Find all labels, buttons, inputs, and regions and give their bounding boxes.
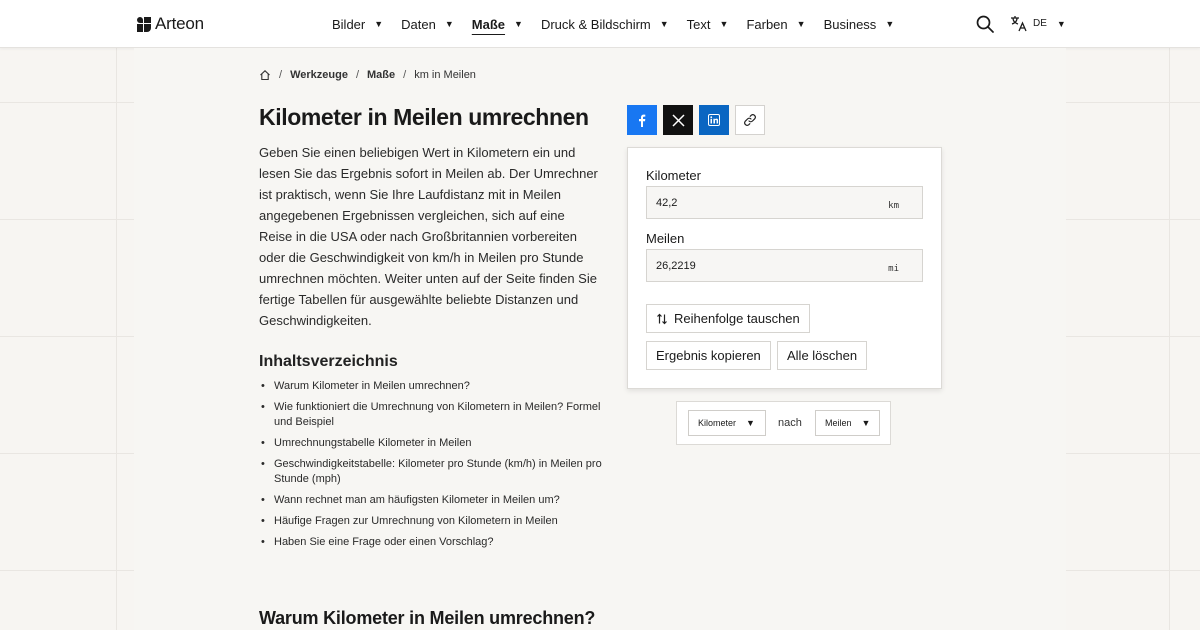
main-nav <box>332 0 912 48</box>
breadcrumb-item-masse[interactable]: Maße <box>367 69 396 81</box>
share-facebook-button[interactable] <box>627 105 657 135</box>
toc-link[interactable]: • Wann rechnet man am häufigsten Kilometer in Meilen um? <box>259 493 604 508</box>
caret-down-icon: ▼ <box>374 19 384 29</box>
nav-label: Druck & Bildschirm <box>540 16 651 32</box>
breadcrumb-separator: / <box>355 69 359 81</box>
meilen-unit: mi <box>888 264 899 274</box>
nav-label: Maße <box>471 16 506 32</box>
clear-all-label: Alle löschen <box>787 348 858 363</box>
content-card <box>134 48 1066 630</box>
x-icon <box>672 114 685 127</box>
copy-result-label: Ergebnis kopieren <box>656 348 761 363</box>
logo[interactable] <box>137 14 204 34</box>
nav-item-bilder[interactable] <box>332 17 383 32</box>
facebook-icon <box>636 114 648 127</box>
link-icon <box>743 113 757 127</box>
meilen-input[interactable] <box>646 249 923 282</box>
nav-label: Business <box>823 16 877 32</box>
caret-down-icon: ▼ <box>719 19 729 29</box>
kilometer-input-value: 42,2 <box>656 197 678 209</box>
section-heading: Warum Kilometer in Meilen umrechnen? <box>259 608 596 628</box>
search-icon[interactable] <box>976 15 994 33</box>
breadcrumb-separator: / <box>403 69 407 81</box>
breadcrumb <box>259 69 476 81</box>
nav-item-farben[interactable] <box>746 17 805 32</box>
share-linkedin-button[interactable] <box>699 105 729 135</box>
toc-link[interactable]: • Warum Kilometer in Meilen umrechnen? <box>259 379 604 394</box>
from-unit-select[interactable] <box>688 410 766 436</box>
table-of-contents <box>259 379 604 556</box>
caret-down-icon: ▼ <box>1056 18 1066 29</box>
caret-down-icon: ▼ <box>796 19 806 29</box>
to-unit-select-value: Meilen <box>825 418 852 428</box>
nav-item-text[interactable] <box>687 17 729 32</box>
nav-item-masse[interactable] <box>472 17 523 32</box>
linkedin-icon <box>708 114 720 126</box>
site-header <box>0 0 1200 48</box>
caret-down-icon: ▼ <box>885 19 895 29</box>
toc-link[interactable]: • Umrechnungstabelle Kilometer in Meilen <box>259 436 604 451</box>
nav-item-business[interactable] <box>824 17 895 32</box>
share-buttons <box>627 105 765 135</box>
caret-down-icon: ▼ <box>746 418 755 428</box>
nav-label: Daten <box>401 16 436 32</box>
caret-down-icon: ▼ <box>659 19 669 29</box>
nav-label: Text <box>686 16 711 32</box>
swap-icon <box>656 313 668 325</box>
converter-panel <box>627 147 942 389</box>
language-selector[interactable] <box>1010 15 1066 32</box>
toc-title: Inhaltsverzeichnis <box>259 353 398 370</box>
from-field-label: Kilometer <box>646 168 701 183</box>
nav-item-druck[interactable] <box>541 17 669 32</box>
share-x-button[interactable] <box>663 105 693 135</box>
breadcrumb-item-werkzeuge[interactable]: Werkzeuge <box>290 69 348 81</box>
language-code: DE <box>1033 18 1047 29</box>
breadcrumb-separator: / <box>279 69 283 81</box>
toc-link[interactable]: • Geschwindigkeitstabelle: Kilometer pro Stunde (km/h) in Meilen pro Stunde (mph) <box>259 457 604 487</box>
nav-label: Bilder <box>332 16 366 32</box>
intro-text: Geben Sie einen beliebigen Wert in Kilometern ein und lesen Sie das Ergebnis sofort in Meilen ab. Der Umrechner ist praktisch, wenn Sie Ihre Laufdistanz mit in Meilen angegebenen Ergebnissen vergleichen, sich auf eine Reise in die USA oder nach Großbritannien vorbereiten oder die Geschwindigkeit von km/h in Meilen pro Stunde umrechnen möchten. Weiter unten auf der Seite finden Sie fertige Tabellen für ausgewählte beliebte Distanzen und Geschwindigkeiten. <box>259 145 598 328</box>
from-unit-select-value: Kilometer <box>698 418 737 428</box>
to-field-label: Meilen <box>646 231 685 246</box>
page-title: Kilometer in Meilen umrechnen <box>259 104 589 130</box>
meilen-input-value: 26,2219 <box>656 260 696 272</box>
nav-label: Farben <box>746 16 788 32</box>
breadcrumb-item-current: km in Meilen <box>414 69 476 81</box>
swap-order-button[interactable] <box>646 304 810 333</box>
logo-icon <box>137 17 151 32</box>
caret-down-icon: ▼ <box>444 19 454 29</box>
kilometer-input[interactable] <box>646 186 923 219</box>
translate-icon <box>1010 15 1027 32</box>
kilometer-unit: km <box>888 201 899 211</box>
toc-link[interactable]: • Haben Sie eine Frage oder einen Vorschlag? <box>259 535 604 550</box>
unit-selector-bar <box>676 401 891 445</box>
caret-down-icon: ▼ <box>861 418 871 428</box>
unit-connector: nach <box>778 417 802 429</box>
caret-down-icon: ▼ <box>514 19 523 29</box>
swap-order-label: Reihenfolge tauschen <box>674 311 800 326</box>
clear-all-button[interactable] <box>777 341 867 370</box>
toc-link[interactable]: • Häufige Fragen zur Umrechnung von Kilometern in Meilen <box>259 514 604 529</box>
home-icon[interactable] <box>259 69 271 81</box>
toc-link[interactable]: • Wie funktioniert die Umrechnung von Kilometern in Meilen? Formel und Beispiel <box>259 400 604 430</box>
to-unit-select[interactable] <box>815 410 880 436</box>
logo-text: Arteon <box>155 14 204 33</box>
copy-link-button[interactable] <box>735 105 765 135</box>
nav-item-daten[interactable] <box>401 17 454 32</box>
copy-result-button[interactable] <box>646 341 771 370</box>
